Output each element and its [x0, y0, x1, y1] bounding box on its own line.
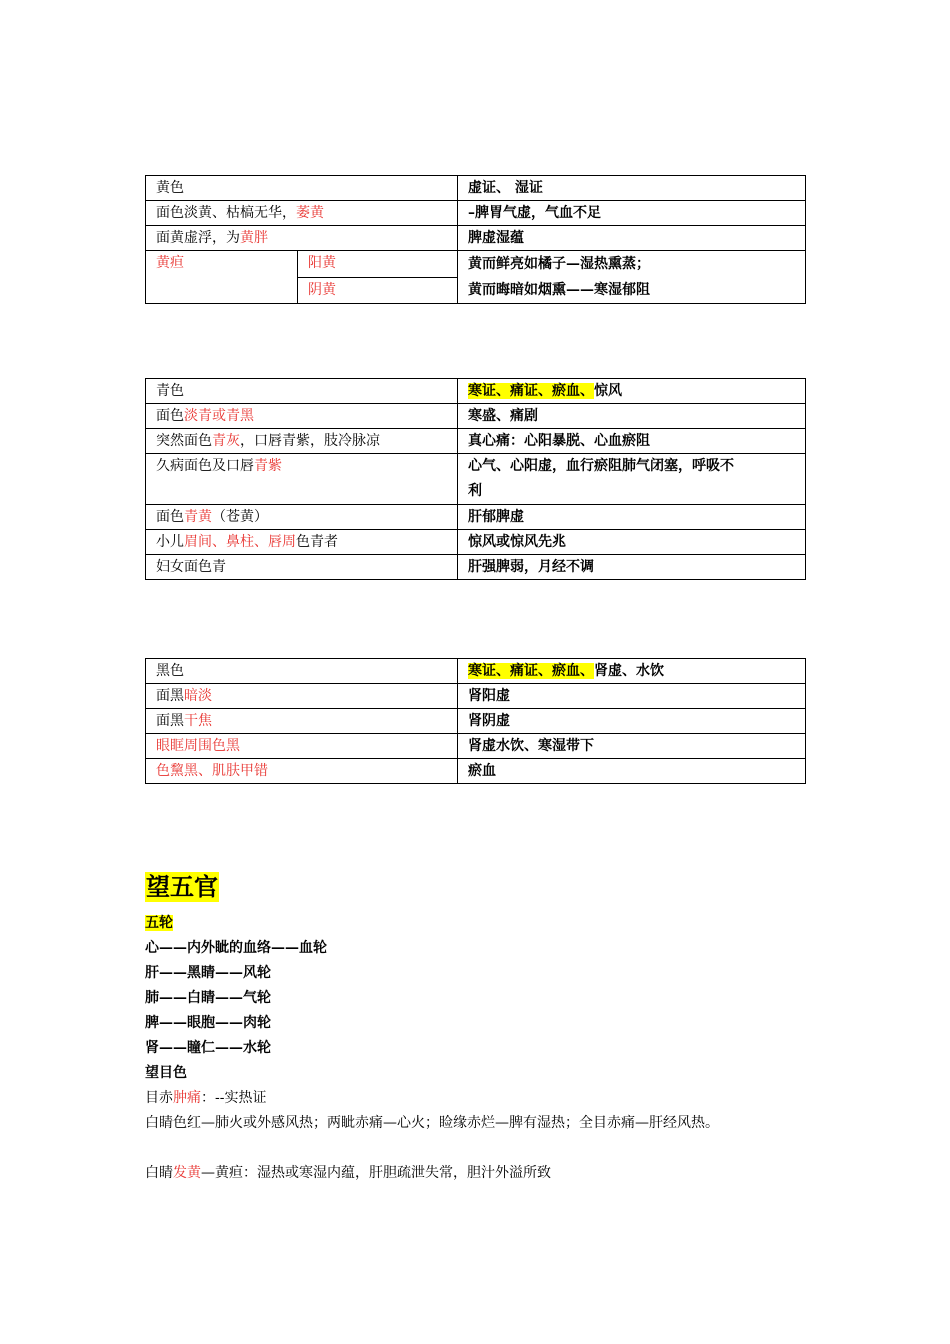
- table-cell: [146, 530, 458, 555]
- cell-highlight-text: 青黄: [184, 509, 212, 525]
- spacer: [145, 1136, 810, 1161]
- cell-text: 利: [468, 483, 482, 499]
- table-row: [146, 684, 806, 709]
- cell-text: 小儿: [156, 534, 184, 550]
- list-item: 脾——眼胞——肉轮: [145, 1015, 271, 1031]
- table-row: [146, 379, 806, 404]
- table-row: [146, 505, 806, 530]
- cell-text: 肾虚、水饮: [594, 663, 664, 679]
- table-cell: [146, 505, 458, 530]
- cell-text: 心气、心阳虚，血行瘀阻肺气闭塞，呼吸不: [468, 458, 734, 474]
- cell-text: 久病面色及口唇: [156, 458, 254, 474]
- paragraph-highlight: 肿痛: [173, 1090, 201, 1106]
- cell-text: ，口唇青紫，肢冷脉凉: [240, 433, 380, 449]
- table-cell: [146, 454, 458, 505]
- cell-text: 面黄虚浮，为: [156, 230, 240, 246]
- paragraph: [145, 1086, 810, 1111]
- table-cell: 阳黄: [298, 251, 458, 278]
- table-cell: 肾虚水饮、寒湿带下: [458, 734, 806, 759]
- table-cell: [458, 379, 806, 404]
- table-row: [146, 734, 806, 759]
- cell-text: 黄而晦暗如烟熏——寒湿郁阻: [468, 282, 650, 298]
- table-cell: [146, 709, 458, 734]
- table-cell: [458, 251, 806, 304]
- paragraph-text: 目赤: [145, 1090, 173, 1106]
- cell-text: 色青者: [296, 534, 338, 550]
- cell-text: 突然面色: [156, 433, 212, 449]
- table-row: [146, 251, 806, 278]
- table-row: [146, 226, 806, 251]
- table-cell: [458, 659, 806, 684]
- yellow-color-table: [145, 175, 806, 304]
- table-row: [146, 429, 806, 454]
- table-cell: 黄色: [146, 176, 458, 201]
- table-cell: [146, 684, 458, 709]
- cell-text: 面色淡黄、枯槁无华，: [156, 205, 296, 221]
- table-row: [146, 404, 806, 429]
- cell-highlight-text: 寒证、痛证、瘀血、: [468, 663, 594, 679]
- wulun-section: [145, 911, 810, 1186]
- cell-highlight-text: 眉间、鼻柱、唇周: [184, 534, 296, 550]
- subheading: [145, 911, 810, 936]
- cell-text: 面黑: [156, 688, 184, 704]
- cell-highlight-text: 黄胖: [240, 230, 268, 246]
- table-cell: [146, 226, 458, 251]
- paragraph-text: ：--实热证: [201, 1090, 267, 1106]
- section-heading: 望五官: [146, 872, 218, 901]
- table-cell: 寒盛、痛剧: [458, 404, 806, 429]
- cell-highlight-text: 青紫: [254, 458, 282, 474]
- table-cell: 瘀血: [458, 759, 806, 784]
- table-cell: 黄疸: [146, 251, 298, 304]
- paragraph-text: —黄疸：湿热或寒湿内蕴，肝胆疏泄失常，胆汁外溢所致: [201, 1165, 551, 1181]
- cell-highlight-text: 寒证、痛证、瘀血、: [468, 383, 594, 399]
- table-cell: 阴黄: [298, 277, 458, 304]
- table-row: [146, 530, 806, 555]
- paragraph: [145, 1161, 810, 1186]
- list-item: 心——内外眦的血络——血轮: [145, 940, 327, 956]
- table-cell: 妇女面色青: [146, 555, 458, 580]
- table-row: [146, 555, 806, 580]
- table-cell: –脾胃气虚，气血不足: [458, 201, 806, 226]
- paragraph-highlight: 发黄: [173, 1165, 201, 1181]
- black-color-table: [145, 658, 806, 784]
- list-item: 肺——白睛——气轮: [145, 990, 271, 1006]
- table-row: [146, 759, 806, 784]
- table-cell: 肝强脾弱，月经不调: [458, 555, 806, 580]
- cell-text: 惊风: [594, 383, 622, 399]
- table-cell: 虚证、 湿证: [458, 176, 806, 201]
- table-cell: 肾阴虚: [458, 709, 806, 734]
- table-cell: 色黧黑、肌肤甲错: [146, 759, 458, 784]
- table-row: [146, 454, 806, 505]
- table-cell: 惊风或惊风先兆: [458, 530, 806, 555]
- cell-text: 面黑: [156, 713, 184, 729]
- table-cell: [146, 201, 458, 226]
- cell-highlight-text: 暗淡: [184, 688, 212, 704]
- table-row: [146, 201, 806, 226]
- table-row: [146, 659, 806, 684]
- paragraph: 白睛色红—肺火或外感风热；两眦赤痛—心火；睑缘赤烂—脾有湿热；全目赤痛—肝经风热。: [145, 1115, 719, 1131]
- table-row: [146, 176, 806, 201]
- cell-highlight-text: 干焦: [184, 713, 212, 729]
- cell-highlight-text: 萎黄: [296, 205, 324, 221]
- blue-color-table: [145, 378, 806, 580]
- subheading: 望目色: [145, 1065, 187, 1081]
- list-item: 肝——黑睛——风轮: [145, 965, 271, 981]
- cell-text: 面色: [156, 408, 184, 424]
- table-cell: [458, 454, 806, 505]
- table-cell: 脾虚湿蕴: [458, 226, 806, 251]
- cell-highlight-text: 青灰: [212, 433, 240, 449]
- table-cell: [146, 429, 458, 454]
- paragraph-text: 白睛: [145, 1165, 173, 1181]
- table-cell: 真心痛：心阳暴脱、心血瘀阻: [458, 429, 806, 454]
- table-cell: 眼眶周围色黑: [146, 734, 458, 759]
- table-row: [146, 709, 806, 734]
- table-cell: 青色: [146, 379, 458, 404]
- subheading-text: 五轮: [145, 915, 173, 931]
- table-cell: [146, 404, 458, 429]
- table-cell: 黑色: [146, 659, 458, 684]
- list-item: 肾——瞳仁——水轮: [145, 1040, 271, 1056]
- cell-text: 黄而鲜亮如橘子—湿热熏蒸；: [468, 256, 650, 272]
- table-cell: 肝郁脾虚: [458, 505, 806, 530]
- cell-text: （苍黄）: [212, 509, 268, 525]
- cell-highlight-text: 淡青或青黑: [184, 408, 254, 424]
- cell-text: 面色: [156, 509, 184, 525]
- table-cell: 肾阳虚: [458, 684, 806, 709]
